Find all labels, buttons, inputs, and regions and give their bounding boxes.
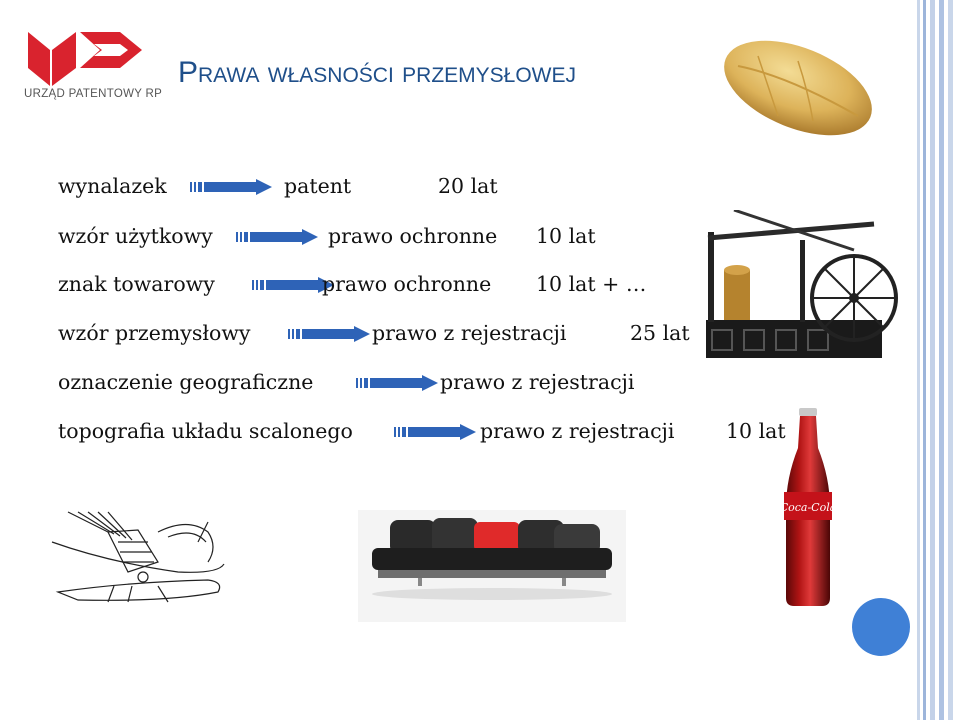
bottle-label: Coca-Cola [779, 501, 837, 514]
row-term: topografia układu scalonego [58, 419, 353, 443]
arrow-icon [356, 375, 438, 391]
row-term: wynalazek [58, 174, 167, 198]
arrow-icon [394, 424, 476, 440]
arrow-icon [288, 326, 370, 342]
arrow-icon [190, 179, 272, 195]
page-title: Prawa własności przemysłowej [178, 56, 576, 89]
row-right: prawo ochronne [328, 224, 498, 248]
row-right: prawo z rejestracji [372, 321, 567, 345]
decorative-stripes [913, 0, 959, 720]
row-right: prawo ochronne [322, 272, 492, 296]
row-right: prawo z rejestracji [480, 419, 675, 443]
row-right: patent [284, 174, 352, 198]
steam-engine-image [704, 210, 904, 360]
pastry-image [718, 36, 878, 140]
decorative-blue-dot [852, 598, 910, 656]
row-term: wzór użytkowy [58, 224, 213, 248]
cola-bottle-image [778, 408, 838, 608]
logo-caption: URZĄD PATENTOWY RP [24, 88, 163, 100]
row-period: 10 lat + … [536, 272, 647, 296]
row-term: oznaczenie geograficzne [58, 370, 314, 394]
row-term: wzór przemysłowy [58, 321, 251, 345]
row-period: 10 lat [536, 224, 596, 248]
sofa-image [358, 510, 626, 622]
row-period: 20 lat [438, 174, 498, 198]
row-right: prawo z rejestracji [440, 370, 635, 394]
row-term: znak towarowy [58, 272, 215, 296]
row-period: 25 lat [630, 321, 690, 345]
technical-drawing-image [48, 502, 228, 614]
arrow-icon [236, 229, 318, 245]
row-period: 10 lat [726, 419, 786, 443]
